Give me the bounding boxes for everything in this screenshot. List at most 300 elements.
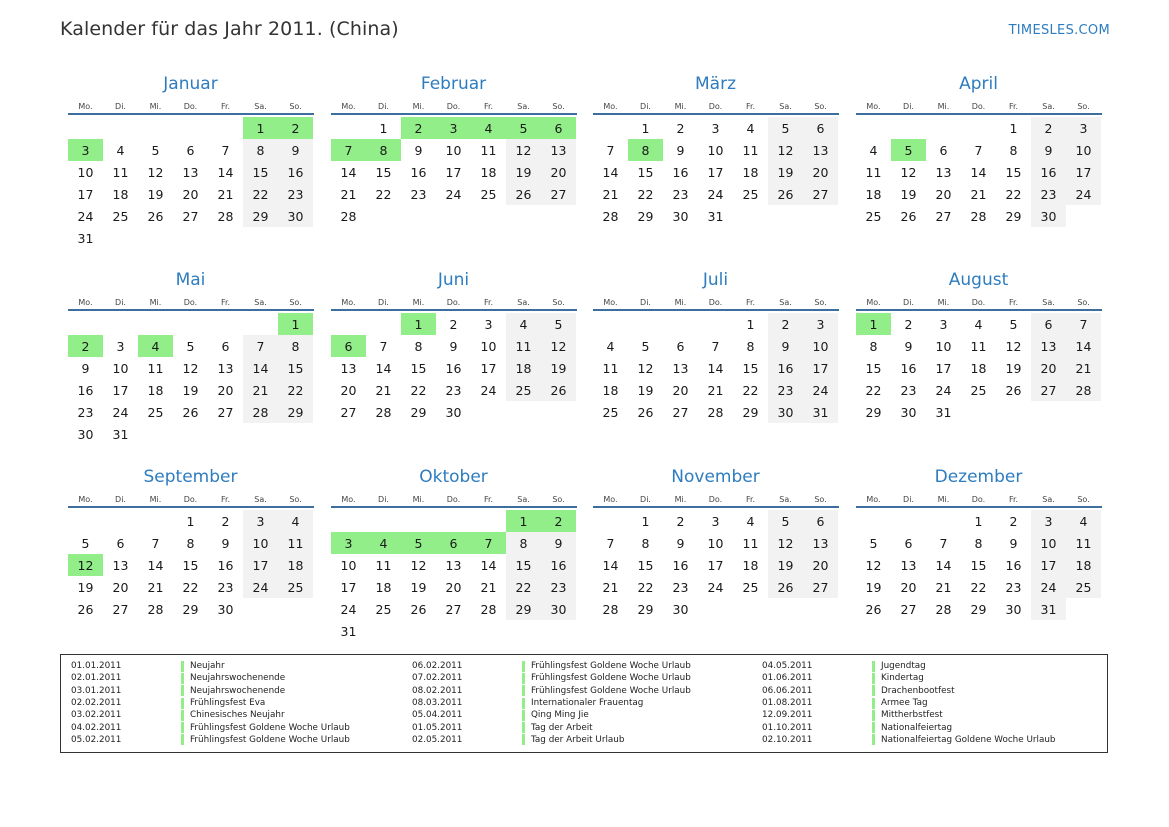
day-cell: 13 xyxy=(803,139,838,161)
day-cell: 23 xyxy=(77,404,94,420)
day-cell: 18 xyxy=(112,186,129,202)
day-cell: 24 xyxy=(707,186,724,202)
day-cell: 4 xyxy=(471,117,506,139)
holiday-date: 04.05.2011 xyxy=(762,661,813,672)
weekday-header xyxy=(68,95,314,115)
weekday-label: Sa. xyxy=(517,495,530,504)
holiday-marker xyxy=(181,685,184,696)
day-cell: 9 xyxy=(278,139,313,161)
holiday-date: 01.05.2011 xyxy=(412,722,463,733)
empty-cell xyxy=(593,117,628,139)
month-name: Januar xyxy=(163,74,218,94)
day-cell: 8 xyxy=(278,335,313,357)
month-name: März xyxy=(695,74,736,94)
day-cell: 25 xyxy=(865,208,882,224)
day-cell: 27 xyxy=(900,601,917,617)
day-cell: 20 xyxy=(340,382,357,398)
holiday-name: Drachenbootfest xyxy=(881,685,955,696)
brand-link[interactable]: TIMESLES.COM xyxy=(1008,23,1110,38)
day-cell: 22 xyxy=(637,186,654,202)
day-grid xyxy=(593,313,839,423)
holiday-date: 02.01.2011 xyxy=(71,673,122,684)
empty-cell xyxy=(243,423,278,445)
day-cell: 5 xyxy=(81,535,90,551)
weekday-label: Mo. xyxy=(866,495,881,504)
day-cell: 9 xyxy=(1031,139,1066,161)
weekday-label: Fr. xyxy=(220,102,231,111)
day-cell: 2 xyxy=(221,513,230,529)
legend-row xyxy=(412,734,691,746)
empty-cell xyxy=(103,227,138,249)
day-cell: 23 xyxy=(672,579,689,595)
day-cell: 11 xyxy=(602,360,619,376)
day-cell: 24 xyxy=(1031,576,1066,598)
day-cell: 5 xyxy=(869,535,878,551)
day-cell: 17 xyxy=(112,382,129,398)
day-cell: 11 xyxy=(278,532,313,554)
day-cell: 10 xyxy=(340,557,357,573)
day-cell: 30 xyxy=(1031,205,1066,227)
day-cell: 16 xyxy=(768,357,803,379)
empty-cell xyxy=(401,205,436,227)
holiday-name: Armee Tag xyxy=(881,698,928,709)
empty-cell xyxy=(698,598,733,620)
day-cell: 8 xyxy=(506,532,541,554)
weekday-label: Do. xyxy=(183,298,198,307)
empty-cell xyxy=(208,227,243,249)
day-cell: 3 xyxy=(243,510,278,532)
day-cell: 8 xyxy=(641,535,650,551)
weekday-label: Mi. xyxy=(674,298,687,307)
empty-cell xyxy=(471,401,506,423)
day-cell: 10 xyxy=(445,142,462,158)
day-cell: 7 xyxy=(606,535,615,551)
day-cell: 26 xyxy=(410,601,427,617)
day-cell: 2 xyxy=(676,120,685,136)
empty-cell xyxy=(436,510,471,532)
day-cell: 20 xyxy=(541,161,576,183)
day-cell: 29 xyxy=(1005,208,1022,224)
holiday-marker xyxy=(181,734,184,745)
empty-cell xyxy=(663,313,698,335)
weekday-label: Mi. xyxy=(937,495,950,504)
weekday-label: Di. xyxy=(115,102,126,111)
day-cell: 8 xyxy=(1009,142,1018,158)
holiday-date: 05.04.2011 xyxy=(412,710,463,721)
weekday-label: Sa. xyxy=(1042,495,1055,504)
day-cell: 15 xyxy=(182,557,199,573)
day-cell: 12 xyxy=(410,557,427,573)
holiday-name: Jugendtag xyxy=(881,661,926,672)
day-cell: 10 xyxy=(1066,139,1101,161)
day-cell: 28 xyxy=(243,401,278,423)
empty-cell xyxy=(593,510,628,532)
day-cell: 20 xyxy=(803,161,838,183)
day-cell: 14 xyxy=(602,557,619,573)
day-cell: 9 xyxy=(1009,535,1018,551)
holiday-name: Frühlingsfest Goldene Woche Urlaub xyxy=(531,661,691,672)
day-cell: 9 xyxy=(676,142,685,158)
month-name: Juli xyxy=(702,270,729,290)
day-cell: 1 xyxy=(641,513,650,529)
day-cell: 30 xyxy=(1005,601,1022,617)
weekday-label: So. xyxy=(814,102,827,111)
day-cell: 24 xyxy=(243,576,278,598)
day-cell: 25 xyxy=(742,186,759,202)
holiday-marker xyxy=(872,710,875,721)
weekday-label: Fr. xyxy=(745,495,756,504)
day-cell: 24 xyxy=(112,404,129,420)
weekday-label: Mo. xyxy=(866,102,881,111)
weekday-header xyxy=(68,291,314,311)
day-cell: 6 xyxy=(331,335,366,357)
legend-row xyxy=(412,660,691,672)
empty-cell xyxy=(103,117,138,139)
weekday-label: So. xyxy=(552,495,565,504)
day-cell: 18 xyxy=(375,579,392,595)
day-cell: 10 xyxy=(803,335,838,357)
day-cell: 2 xyxy=(449,316,458,332)
day-cell: 6 xyxy=(186,142,195,158)
day-cell: 17 xyxy=(77,186,94,202)
day-cell: 20 xyxy=(803,554,838,576)
holiday-marker xyxy=(181,710,184,721)
day-cell: 19 xyxy=(768,554,803,576)
day-cell: 7 xyxy=(331,139,366,161)
weekday-header xyxy=(593,95,839,115)
day-cell: 9 xyxy=(904,338,913,354)
holiday-date: 04.02.2011 xyxy=(71,722,122,733)
empty-cell xyxy=(173,313,208,335)
day-cell: 10 xyxy=(1031,532,1066,554)
day-cell: 7 xyxy=(711,338,720,354)
day-cell: 2 xyxy=(904,316,913,332)
empty-cell xyxy=(278,598,313,620)
page-title: Kalender für das Jahr 2011. (China) xyxy=(60,18,399,40)
day-cell: 10 xyxy=(77,164,94,180)
empty-cell xyxy=(138,510,173,532)
holiday-name: Internationaler Frauentag xyxy=(531,698,644,709)
day-cell: 17 xyxy=(707,557,724,573)
day-grid xyxy=(331,117,577,227)
day-cell: 28 xyxy=(935,601,952,617)
weekday-label: Mi. xyxy=(412,298,425,307)
holiday-name: Frühlingsfest Goldene Woche Urlaub xyxy=(190,722,350,733)
empty-cell xyxy=(856,510,891,532)
day-cell: 4 xyxy=(116,142,125,158)
day-cell: 21 xyxy=(375,382,392,398)
day-cell: 8 xyxy=(628,139,663,161)
weekday-label: Sa. xyxy=(779,102,792,111)
day-cell: 6 xyxy=(939,142,948,158)
legend-column xyxy=(412,660,691,746)
day-cell: 18 xyxy=(865,186,882,202)
day-cell: 18 xyxy=(147,382,164,398)
day-cell: 8 xyxy=(974,535,983,551)
holiday-date: 08.02.2011 xyxy=(412,685,463,696)
holiday-marker xyxy=(522,698,525,709)
day-cell: 29 xyxy=(182,601,199,617)
day-cell: 8 xyxy=(746,338,755,354)
holiday-name: Neujahrswochenende xyxy=(190,685,286,696)
weekday-label: Sa. xyxy=(254,495,267,504)
day-cell: 26 xyxy=(768,576,803,598)
day-cell: 5 xyxy=(186,338,195,354)
weekday-label: Mo. xyxy=(341,495,356,504)
empty-cell xyxy=(436,205,471,227)
legend-row xyxy=(412,685,691,697)
weekday-label: Fr. xyxy=(745,102,756,111)
day-cell: 10 xyxy=(112,360,129,376)
day-cell: 8 xyxy=(869,338,878,354)
day-cell: 25 xyxy=(970,382,987,398)
weekday-label: Mo. xyxy=(341,298,356,307)
day-cell: 13 xyxy=(935,164,952,180)
empty-cell xyxy=(68,313,103,335)
weekday-label: Mo. xyxy=(603,298,618,307)
empty-cell xyxy=(803,205,838,227)
day-cell: 9 xyxy=(449,338,458,354)
holiday-date: 03.02.2011 xyxy=(71,710,122,721)
weekday-label: So. xyxy=(289,298,302,307)
day-cell: 18 xyxy=(742,164,759,180)
day-cell: 27 xyxy=(935,208,952,224)
day-cell: 7 xyxy=(606,142,615,158)
day-cell: 14 xyxy=(970,164,987,180)
day-cell: 4 xyxy=(746,513,755,529)
holiday-name: Tag der Arbeit Urlaub xyxy=(531,734,625,745)
day-cell: 24 xyxy=(1066,183,1101,205)
empty-cell xyxy=(471,620,506,642)
day-cell: 3 xyxy=(711,513,720,529)
weekday-label: Sa. xyxy=(779,298,792,307)
day-cell: 22 xyxy=(375,186,392,202)
day-cell: 16 xyxy=(410,164,427,180)
day-cell: 23 xyxy=(217,579,234,595)
day-cell: 26 xyxy=(1005,382,1022,398)
holiday-marker xyxy=(181,661,184,672)
weekday-label: So. xyxy=(1077,298,1090,307)
day-cell: 26 xyxy=(77,601,94,617)
weekday-label: Sa. xyxy=(254,298,267,307)
day-cell: 17 xyxy=(803,357,838,379)
day-cell: 3 xyxy=(803,313,838,335)
day-grid xyxy=(331,313,577,423)
month-name: Mai xyxy=(175,270,206,290)
day-cell: 25 xyxy=(112,208,129,224)
empty-cell xyxy=(471,510,506,532)
day-cell: 19 xyxy=(1005,360,1022,376)
day-cell: 16 xyxy=(77,382,94,398)
day-cell: 19 xyxy=(410,579,427,595)
day-cell: 15 xyxy=(970,557,987,573)
day-cell: 23 xyxy=(1005,579,1022,595)
day-cell: 12 xyxy=(147,164,164,180)
day-cell: 18 xyxy=(970,360,987,376)
day-cell: 2 xyxy=(541,510,576,532)
weekday-label: So. xyxy=(1077,102,1090,111)
day-cell: 31 xyxy=(935,404,952,420)
day-cell: 7 xyxy=(151,535,160,551)
legend-row xyxy=(412,709,691,721)
legend-row xyxy=(71,709,350,721)
weekday-label: Do. xyxy=(708,495,723,504)
day-cell: 30 xyxy=(77,426,94,442)
day-cell: 3 xyxy=(436,117,471,139)
holiday-legend xyxy=(60,654,1108,753)
day-cell: 6 xyxy=(541,117,576,139)
day-cell: 30 xyxy=(672,601,689,617)
day-cell: 16 xyxy=(541,554,576,576)
day-cell: 17 xyxy=(1031,554,1066,576)
day-cell: 28 xyxy=(1066,379,1101,401)
holiday-name: Kindertag xyxy=(881,673,924,684)
day-cell: 29 xyxy=(970,601,987,617)
empty-cell xyxy=(541,205,576,227)
day-cell: 14 xyxy=(707,360,724,376)
weekday-label: Sa. xyxy=(1042,102,1055,111)
weekday-label: Sa. xyxy=(254,102,267,111)
day-cell: 28 xyxy=(970,208,987,224)
day-cell: 30 xyxy=(445,404,462,420)
day-cell: 13 xyxy=(182,164,199,180)
month-8 xyxy=(856,269,1102,423)
holiday-name: Chinesisches Neujahr xyxy=(190,710,285,721)
holiday-date: 01.06.2011 xyxy=(762,673,813,684)
day-cell: 19 xyxy=(182,382,199,398)
weekday-label: Di. xyxy=(378,298,389,307)
day-grid xyxy=(856,117,1102,227)
day-cell: 12 xyxy=(900,164,917,180)
weekday-header xyxy=(331,95,577,115)
month-name: Oktober xyxy=(419,467,488,487)
empty-cell xyxy=(366,620,401,642)
day-cell: 6 xyxy=(436,532,471,554)
day-cell: 21 xyxy=(1066,357,1101,379)
legend-row xyxy=(762,685,1056,697)
day-cell: 28 xyxy=(147,601,164,617)
day-grid xyxy=(68,313,314,445)
day-cell: 25 xyxy=(375,601,392,617)
day-cell: 14 xyxy=(602,164,619,180)
day-cell: 6 xyxy=(116,535,125,551)
day-cell: 19 xyxy=(637,382,654,398)
day-cell: 4 xyxy=(746,120,755,136)
holiday-date: 02.10.2011 xyxy=(762,734,813,745)
weekday-label: Mo. xyxy=(603,495,618,504)
month-12 xyxy=(856,466,1102,620)
day-cell: 9 xyxy=(541,532,576,554)
day-cell: 12 xyxy=(506,139,541,161)
day-cell: 16 xyxy=(900,360,917,376)
month-name: April xyxy=(959,74,998,94)
day-cell: 3 xyxy=(711,120,720,136)
month-7 xyxy=(593,269,839,423)
holiday-date: 12.09.2011 xyxy=(762,710,813,721)
day-cell: 7 xyxy=(379,338,388,354)
day-cell: 22 xyxy=(970,579,987,595)
day-cell: 17 xyxy=(445,164,462,180)
day-cell: 30 xyxy=(278,205,313,227)
day-cell: 24 xyxy=(77,208,94,224)
weekday-label: Di. xyxy=(640,495,651,504)
weekday-label: Di. xyxy=(903,298,914,307)
empty-cell xyxy=(856,117,891,139)
empty-cell xyxy=(278,227,313,249)
day-cell: 3 xyxy=(939,316,948,332)
day-cell: 12 xyxy=(865,557,882,573)
day-cell: 21 xyxy=(243,379,278,401)
day-cell: 23 xyxy=(900,382,917,398)
day-cell: 12 xyxy=(1005,338,1022,354)
day-cell: 17 xyxy=(243,554,278,576)
day-cell: 9 xyxy=(221,535,230,551)
day-cell: 11 xyxy=(375,557,392,573)
day-cell: 18 xyxy=(1066,554,1101,576)
day-cell: 4 xyxy=(606,338,615,354)
holiday-marker xyxy=(181,698,184,709)
day-cell: 15 xyxy=(637,557,654,573)
weekday-label: Mi. xyxy=(674,102,687,111)
empty-cell xyxy=(138,117,173,139)
day-cell: 1 xyxy=(401,313,436,335)
day-cell: 15 xyxy=(375,164,392,180)
day-cell: 15 xyxy=(410,360,427,376)
day-cell: 13 xyxy=(803,532,838,554)
day-cell: 21 xyxy=(602,186,619,202)
holiday-marker xyxy=(872,685,875,696)
holiday-date: 02.02.2011 xyxy=(71,698,122,709)
empty-cell xyxy=(436,620,471,642)
weekday-label: Do. xyxy=(708,102,723,111)
day-cell: 23 xyxy=(768,379,803,401)
day-cell: 8 xyxy=(366,139,401,161)
day-cell: 26 xyxy=(865,601,882,617)
day-grid xyxy=(856,510,1102,620)
legend-row xyxy=(412,697,691,709)
day-cell: 1 xyxy=(856,313,891,335)
day-cell: 2 xyxy=(768,313,803,335)
empty-cell xyxy=(366,313,401,335)
day-cell: 7 xyxy=(471,532,506,554)
day-cell: 23 xyxy=(1031,183,1066,205)
holiday-name: Frühlingsfest Goldene Woche Urlaub xyxy=(531,685,691,696)
day-cell: 8 xyxy=(186,535,195,551)
day-cell: 19 xyxy=(147,186,164,202)
weekday-label: Fr. xyxy=(1008,495,1019,504)
day-cell: 11 xyxy=(1066,532,1101,554)
legend-column xyxy=(71,660,350,746)
weekday-label: So. xyxy=(552,298,565,307)
day-cell: 17 xyxy=(340,579,357,595)
day-cell: 10 xyxy=(243,532,278,554)
day-cell: 16 xyxy=(217,557,234,573)
day-cell: 4 xyxy=(506,313,541,335)
day-cell: 1 xyxy=(746,316,755,332)
day-cell: 3 xyxy=(484,316,493,332)
empty-cell xyxy=(541,401,576,423)
empty-cell xyxy=(138,313,173,335)
weekday-label: Sa. xyxy=(779,495,792,504)
day-cell: 3 xyxy=(331,532,366,554)
weekday-label: Mo. xyxy=(866,298,881,307)
day-cell: 21 xyxy=(217,186,234,202)
day-cell: 21 xyxy=(935,579,952,595)
holiday-marker xyxy=(872,722,875,733)
holiday-name: Frühlingsfest Eva xyxy=(190,698,266,709)
day-cell: 7 xyxy=(974,142,983,158)
holiday-name: Frühlingsfest Goldene Woche Urlaub xyxy=(190,734,350,745)
